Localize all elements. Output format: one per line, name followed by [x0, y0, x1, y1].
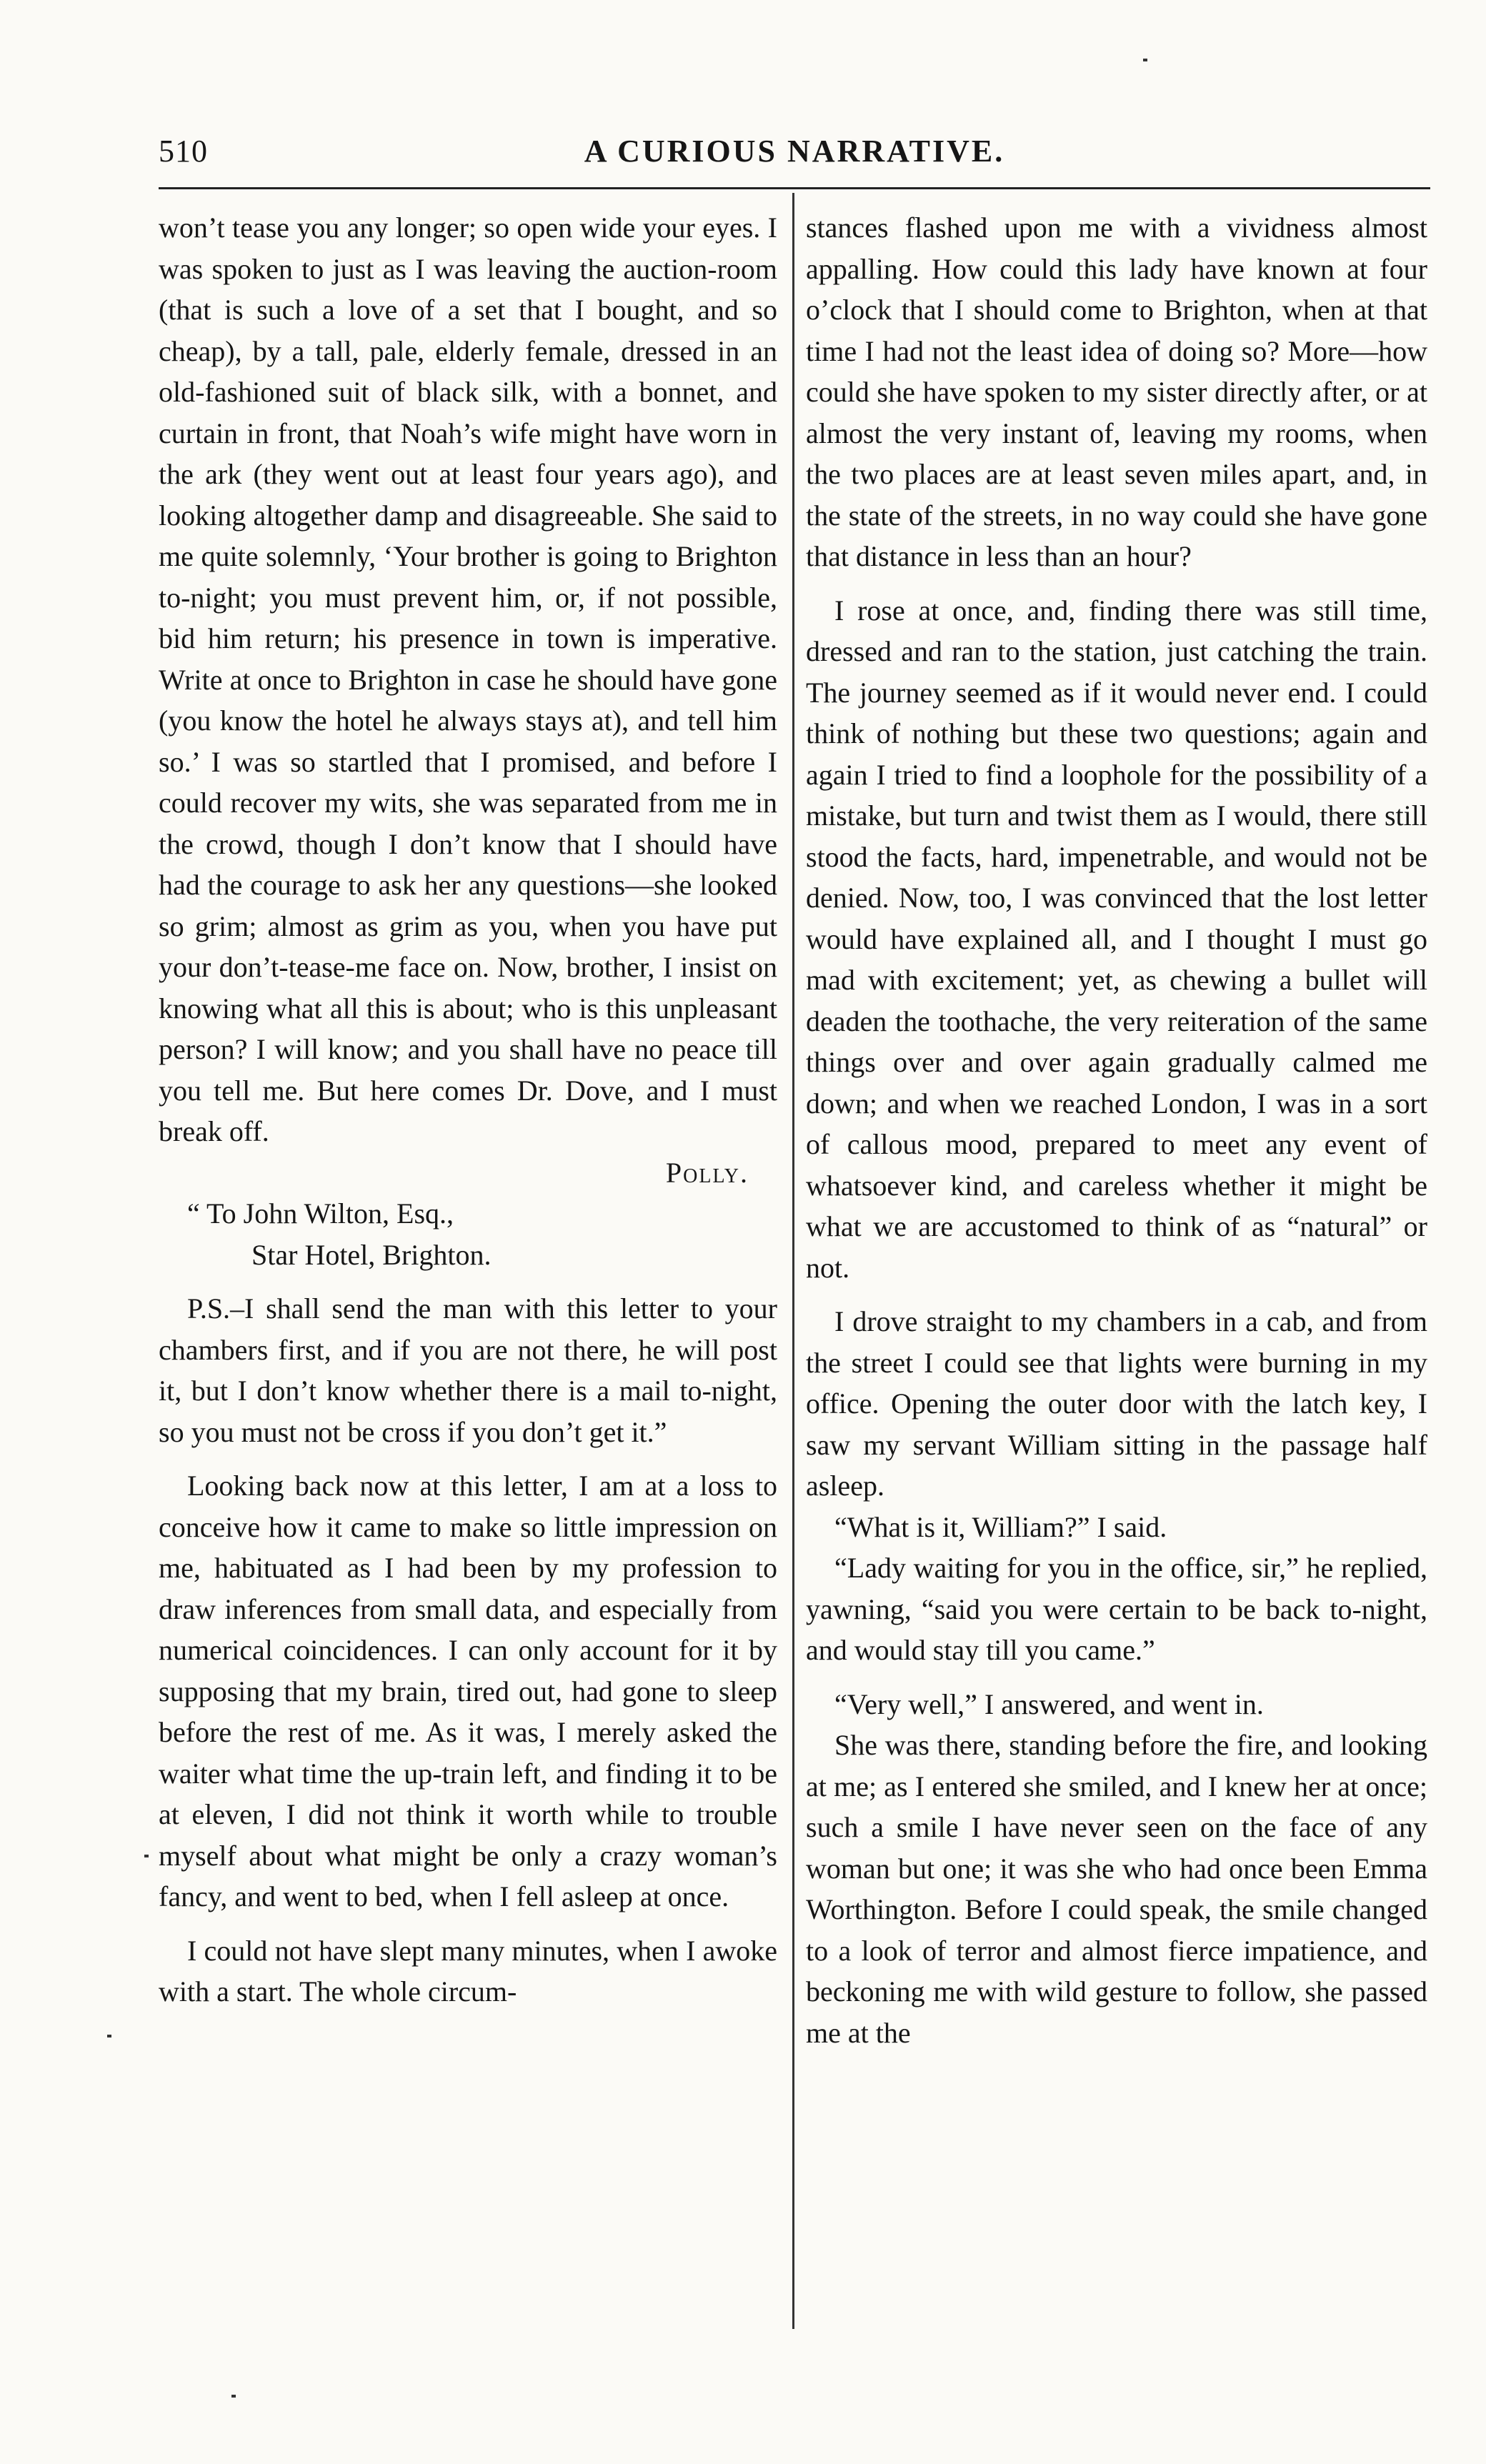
letter-paragraph: won’t tease you any longer; so open wide your eyes. I was spoken to just as I was leaving the auction-room (that is such a love of a set that I bought, and so cheap), by a tall, pale, elderly female, dressed in an old-fashioned suit of black silk, with a bonnet, and curtain in front, that Noah’s wife might have worn in the ark (they went out at least four years ago), and looking altogether damp and disagreeable. She said to me quite solemnly, ‘Your brother is going to Brighton to-night; you must prevent him, or, if not possible, bid him return; his presence in town is imperative. Write at once to Brighton in case he should have gone (you know the hotel he always stays at), and tell him so.’ I was so startled that I promised, and before I could recover my wits, she was separated from me in the crowd, though I don’t know that I should have had the courage to ask her any questions—she looked so grim; almost as grim as you, when you have put your don’t-tease-me face on. Now, brother, I insist on knowing what all this is about; who is this unpleasant person? I will know; and you shall have no peace till you tell me. But here comes Dr. Dove, and I must break off.	[159, 211, 777, 1147]
header-rule	[159, 187, 1430, 189]
margin-speck	[231, 2395, 236, 2398]
column-divider	[792, 193, 794, 2329]
narrative-paragraph: stances flashed upon me with a vividness almost appalling. How could this lady have known at four o’clock that I should come to Brighton, when at that time I had not the least idea of doing so? More—how could she have spoken to my sister directly after, or at almost the very instant of, leaving my rooms, when the two places are at least seven miles apart, and, in the state of the streets, in no way could she have gone that distance in less than an hour?	[806, 211, 1427, 572]
page-number: 510	[159, 134, 208, 169]
postscript-paragraph: P.S.–I shall send the man with this letter to your chambers first, and if you are not there, he will post it, but I don’t know whether there is a mail to-night, so you must not be cross if you don’t get it.”	[159, 1292, 777, 1448]
margin-speck	[107, 2035, 111, 2037]
dialogue-paragraph: “Lady waiting for you in the office, sir,” he replied, yawning, “said you were certain to be back to-night, and would stay till you came.”	[806, 1552, 1427, 1666]
narrative-paragraph: I drove straight to my chambers in a cab, and from the street I could see that lights were burning in my office. Opening the outer door with the latch key, I saw my servant William sitting in the passage half asleep.	[806, 1305, 1427, 1502]
narrative-paragraph: She was there, standing before the fire, and looking at me; as I entered she smiled, and I knew her at once; such a smile I have never seen on the face of any woman but one; it was she who had once been Emma Worthington. Before I could speak, the smile changed to a look of terror and almost fierce impatience, and beckoning me with wild gesture to follow, she passed me at the	[806, 1729, 1427, 2049]
left-column	[159, 207, 777, 2012]
letter-address-line-1: “ To John Wilton, Esq.,	[187, 1197, 454, 1229]
narrative-paragraph: I could not have slept many minutes, when I awoke with a start. The whole circum-	[159, 1934, 777, 2007]
dialogue-paragraph: “What is it, William?” I said.	[834, 1510, 1167, 1543]
narrative-paragraph: I rose at once, and, finding there was still time, dressed and ran to the station, just catching the train. The journey seemed as if it would never end. I could think of nothing but these two questions; again and again I tried to find a loophole for the possibility of a mistake, but turn and twist them as I would, there still stood the facts, hard, impenetrable, and would not be denied. Now, too, I was convinced that the lost letter would have explained all, and I thought I must go mad with excitement; yet, as chewing a bullet will deaden the toothache, the very reiteration of the same things over and over again gradually calmed me down; and when we reached London, I was in a sort of callous mood, prepared to meet any event of whatsoever kind, and careless whether it might be what we are accustomed to think of as “natural” or not.	[806, 594, 1427, 1284]
letter-address-line-2: Star Hotel, Brighton.	[251, 1238, 492, 1271]
margin-speck	[144, 1855, 149, 1857]
running-title: A CURIOUS NARRATIVE.	[584, 134, 1005, 169]
right-column	[806, 207, 1427, 2053]
page-header	[159, 133, 1430, 183]
dialogue-paragraph: “Very well,” I answered, and went in.	[834, 1687, 1264, 1720]
letter-signature: Polly.	[665, 1156, 749, 1189]
narrative-paragraph: Looking back now at this letter, I am at a loss to conceive how it came to make so little impression on me, habituated as I had been by my profession to draw inferences from small data, and especially from numerical coincidences. I can only account for it by supposing that my brain, tired out, had gone to sleep before the rest of me. As it was, I merely asked the waiter what time the up-train left, and finding it to be at eleven, I did not think it worth while to trouble myself about what might be only a crazy woman’s fancy, and went to bed, when I fell asleep at once.	[159, 1470, 777, 1912]
margin-speck	[1143, 59, 1147, 61]
